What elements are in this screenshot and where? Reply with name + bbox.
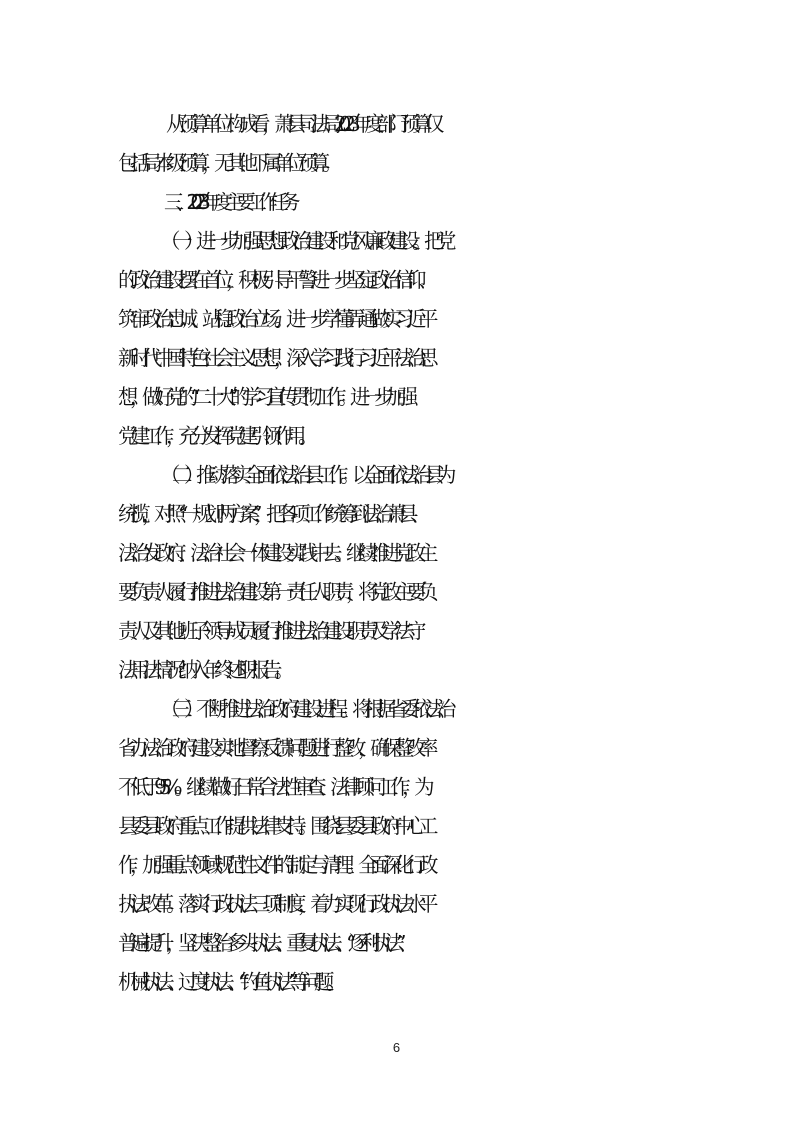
paragraph-line: 筑牢政治忠诚、站稳政治立场。进一步学懂弄通做实习近平 bbox=[118, 307, 430, 331]
paragraph-line: 责人及其他班子领导成员履行推进法治建设职责及学法守 bbox=[118, 619, 418, 643]
page-number: 6 bbox=[392, 1040, 401, 1055]
paragraph-line: 法用法情况纳入年终述职报告。 bbox=[118, 658, 286, 682]
paragraph-line: （三）不断推进法治政府建设进程。将根据省委依法治 bbox=[160, 697, 448, 721]
paragraph-line: （二）推动落实全面依法治县工作。以全面依法治县为 bbox=[160, 463, 448, 487]
paragraph-line: 机械执法、过度执法、“钓鱼执法”等问题。 bbox=[118, 970, 338, 994]
paragraph-line: 的政治建设摆在首位，积极引导干警进一步坚定政治信仰、 bbox=[118, 268, 430, 292]
paragraph-line: 想，做好党的“二十大”的学习宣传贯彻工作。进一步加强 bbox=[118, 385, 410, 409]
paragraph-line: 普遍提升，坚决整治多头执法、重复执法、“逐利执法”、 bbox=[118, 931, 410, 955]
paragraph-line: 省办法治政府建设实地督察反馈问题进行整改，确保整改率 bbox=[118, 736, 430, 760]
paragraph-line: （一）进一步加强思想政治建设和党风廉政建设。把党 bbox=[160, 229, 448, 253]
paragraph-line: 执法改革。落实行政执法三项制度，着力实现行政执法水平 bbox=[118, 892, 430, 916]
paragraph-line: 统揽，对照“一规划两方案”，把各项工作统筹到法治萧县、 bbox=[118, 502, 422, 526]
paragraph-line: 党建工作，充分发挥党建引领作用。 bbox=[118, 424, 310, 448]
section-heading: 三、2023年度主要工作任务 bbox=[164, 190, 292, 214]
paragraph-line: 包括局本级预算，无其他下属单位预算。 bbox=[118, 151, 334, 175]
paragraph-line: 从预算单位构成看，萧县司法局2023年度部门预算仅 bbox=[166, 112, 437, 136]
paragraph-line: 不低于95%。继续做好日常合法性审查、法律顾问工作，为 bbox=[118, 775, 427, 799]
paragraph-line: 法治发政府、法治社会一体建设实践中去。继续推进党政主 bbox=[118, 541, 430, 565]
paragraph-line: 作，加强重点领域规范性文件的制定与清理。全面深化行政 bbox=[118, 853, 430, 877]
paragraph-line: 新时代中国特色社会主义思想，深入学习践行习近平法治思 bbox=[118, 346, 430, 370]
paragraph-line: 县委县政府重点工作提供法律支持。围绕县委县政府中心工 bbox=[118, 814, 430, 838]
paragraph-line: 要负责人履行推进法治建设第一责任人职责，将党政主要负 bbox=[118, 580, 430, 604]
